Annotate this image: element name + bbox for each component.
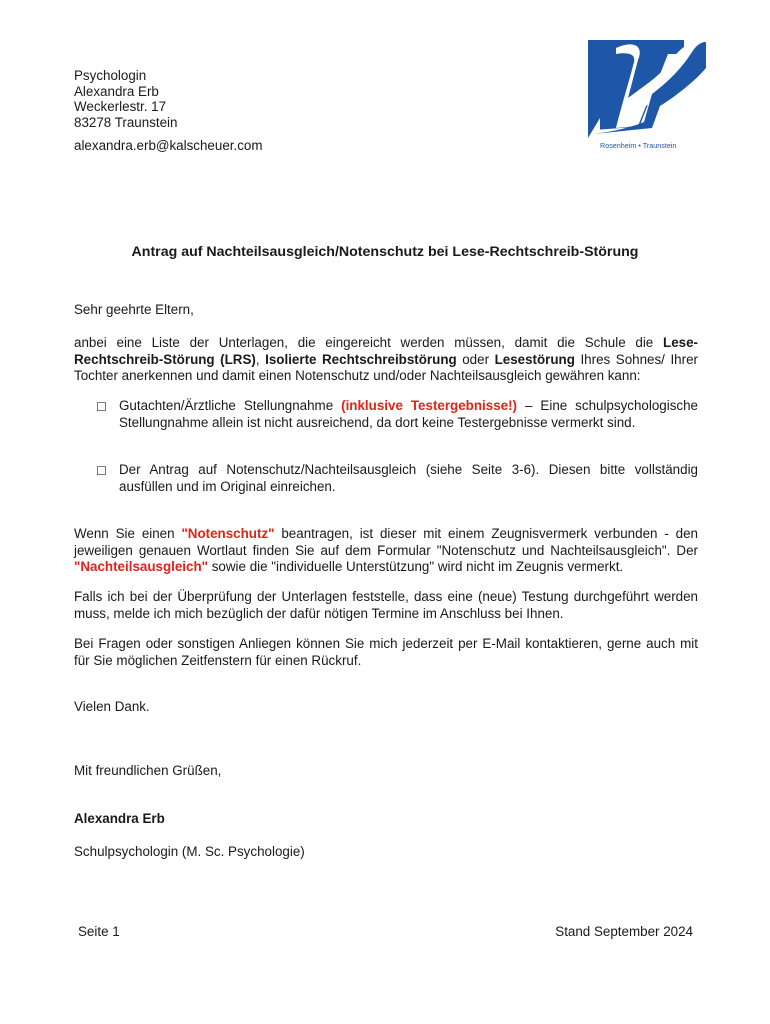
signer-name: Alexandra Erb <box>74 811 165 826</box>
logo-caption: Rosenheim • Traunstein <box>600 141 677 150</box>
document-date: Stand September 2024 <box>555 924 693 939</box>
checkbox-icon: ☐ <box>96 400 107 414</box>
checkbox-icon: ☐ <box>96 464 107 478</box>
thanks-line: Vielen Dank. <box>74 699 150 714</box>
page-number: Seite 1 <box>78 924 120 939</box>
sender-city: 83278 Traunstein <box>74 114 178 130</box>
closing-line: Mit freundlichen Grüßen, <box>74 763 222 778</box>
salutation: Sehr geehrte Eltern, <box>74 302 194 317</box>
sender-name: Alexandra Erb <box>74 83 159 99</box>
testing-paragraph: Falls ich bei der Überprüfung der Unterlagen feststelle, dass eine (neue) Testung durchgeführt werden muss, melde ich mich bezüglich der dafür nötigen Termine im Anschluss bei Ihnen. <box>74 589 698 621</box>
document-title: Antrag auf Nachteilsausgleich/Notenschutz bei Lese-Rechtschreib-Störung <box>131 244 639 260</box>
sender-email: alexandra.erb@kalscheuer.com <box>74 138 263 153</box>
list-item: ☐ Gutachten/Ärztliche Stellungnahme (inklusive Testergebnisse!) – Eine schulpsychologische Stellungnahme allein ist nicht ausreichend, da dort keine Testergebnisse vermerkt sind. <box>96 398 698 430</box>
notenschutz-paragraph: Wenn Sie einen "Notenschutz" beantragen, ist dieser mit einem Zeugnisvermerk verbunden - den jeweiligen genauen Wortlaut finden Sie auf dem Formular "Notenschutz und Nachteilsausgleich". Der "Nachteilsausgleich" sowie die "individuelle Unterstützung" wird nicht im Zeugnis vermerkt. <box>74 526 698 575</box>
list-item: ☐ Der Antrag auf Notenschutz/Nachteilsausgleich (siehe Seite 3-6). Diesen bitte vollständig ausfüllen und im Original einreichen. <box>96 462 698 494</box>
contact-paragraph: Bei Fragen oder sonstigen Anliegen können Sie mich jederzeit per E-Mail kontaktieren, gerne auch mit für Sie möglichen Zeitfenstern für einen Rückruf. <box>74 636 698 668</box>
kalscheuer-logo-icon <box>586 34 710 152</box>
intro-paragraph: anbei eine Liste der Unterlagen, die eingereicht werden müssen, damit die Schule die Lese-Rechtschreib-Störung (LRS), Isolierte Rechtschreibstörung oder Lesestörung Ihres Sohnes/ Ihrer Tochter anerkennen und damit einen Notenschutz und/oder Nachteilsausgleich gewähren kann: <box>74 335 698 384</box>
sender-profession: Psychologin <box>74 68 147 83</box>
signer-role: Schulpsychologin (M. Sc. Psychologie) <box>74 844 305 859</box>
sender-address <box>74 68 263 154</box>
sender-street: Weckerlestr. 17 <box>74 99 167 114</box>
svg-text:®: ® <box>700 43 706 50</box>
